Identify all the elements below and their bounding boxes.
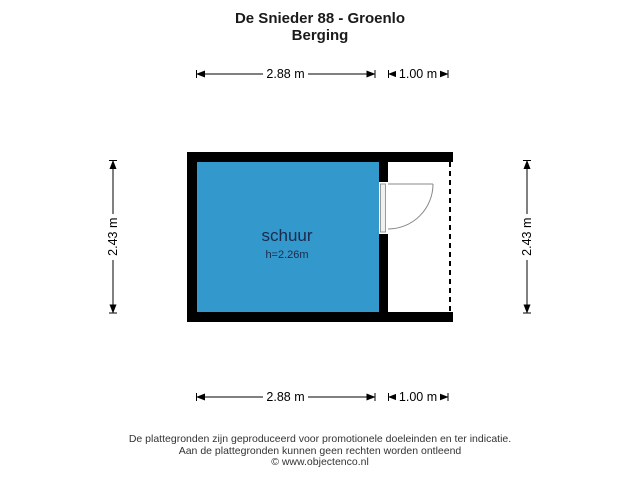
wall-left	[187, 152, 197, 322]
dim-top-side-label: 1.00 m	[398, 67, 438, 81]
page-title: De Snieder 88 - Groenlo	[234, 10, 406, 27]
dim-top-side	[389, 66, 449, 82]
dim-bottom-side	[389, 389, 449, 405]
page-subtitle: Berging	[291, 27, 349, 44]
dim-bottom-room-label: 2.88 m	[266, 390, 305, 404]
dim-right	[519, 161, 535, 314]
footer-website: © www.objectenco.nl	[271, 456, 369, 468]
room-height-label: h=2.26m	[265, 249, 309, 261]
dim-top-room-label: 2.88 m	[266, 67, 305, 81]
footer-disclaimer-line1: De plattegronden zijn geproduceerd voor promotionele doeleinden en ter indicatie.	[128, 433, 512, 445]
door-slab	[381, 184, 386, 232]
dim-right-label: 2.43 m	[520, 217, 534, 256]
dim-bottom-room	[197, 389, 376, 405]
dim-bottom-side-label: 1.00 m	[398, 390, 438, 404]
wall-right-upper	[379, 152, 388, 182]
dim-top-room	[197, 66, 376, 82]
door-swing-arc	[388, 184, 433, 229]
wall-bottom	[187, 312, 453, 322]
dim-left-label: 2.43 m	[106, 217, 120, 256]
dim-left	[105, 161, 121, 314]
room-name-label: schuur	[261, 226, 313, 245]
footer-disclaimer-line2: Aan de plattegronden kunnen geen rechten worden ontleend	[178, 444, 462, 457]
wall-right-lower	[379, 234, 388, 322]
footer-block	[0, 434, 640, 469]
wall-top	[187, 152, 453, 162]
